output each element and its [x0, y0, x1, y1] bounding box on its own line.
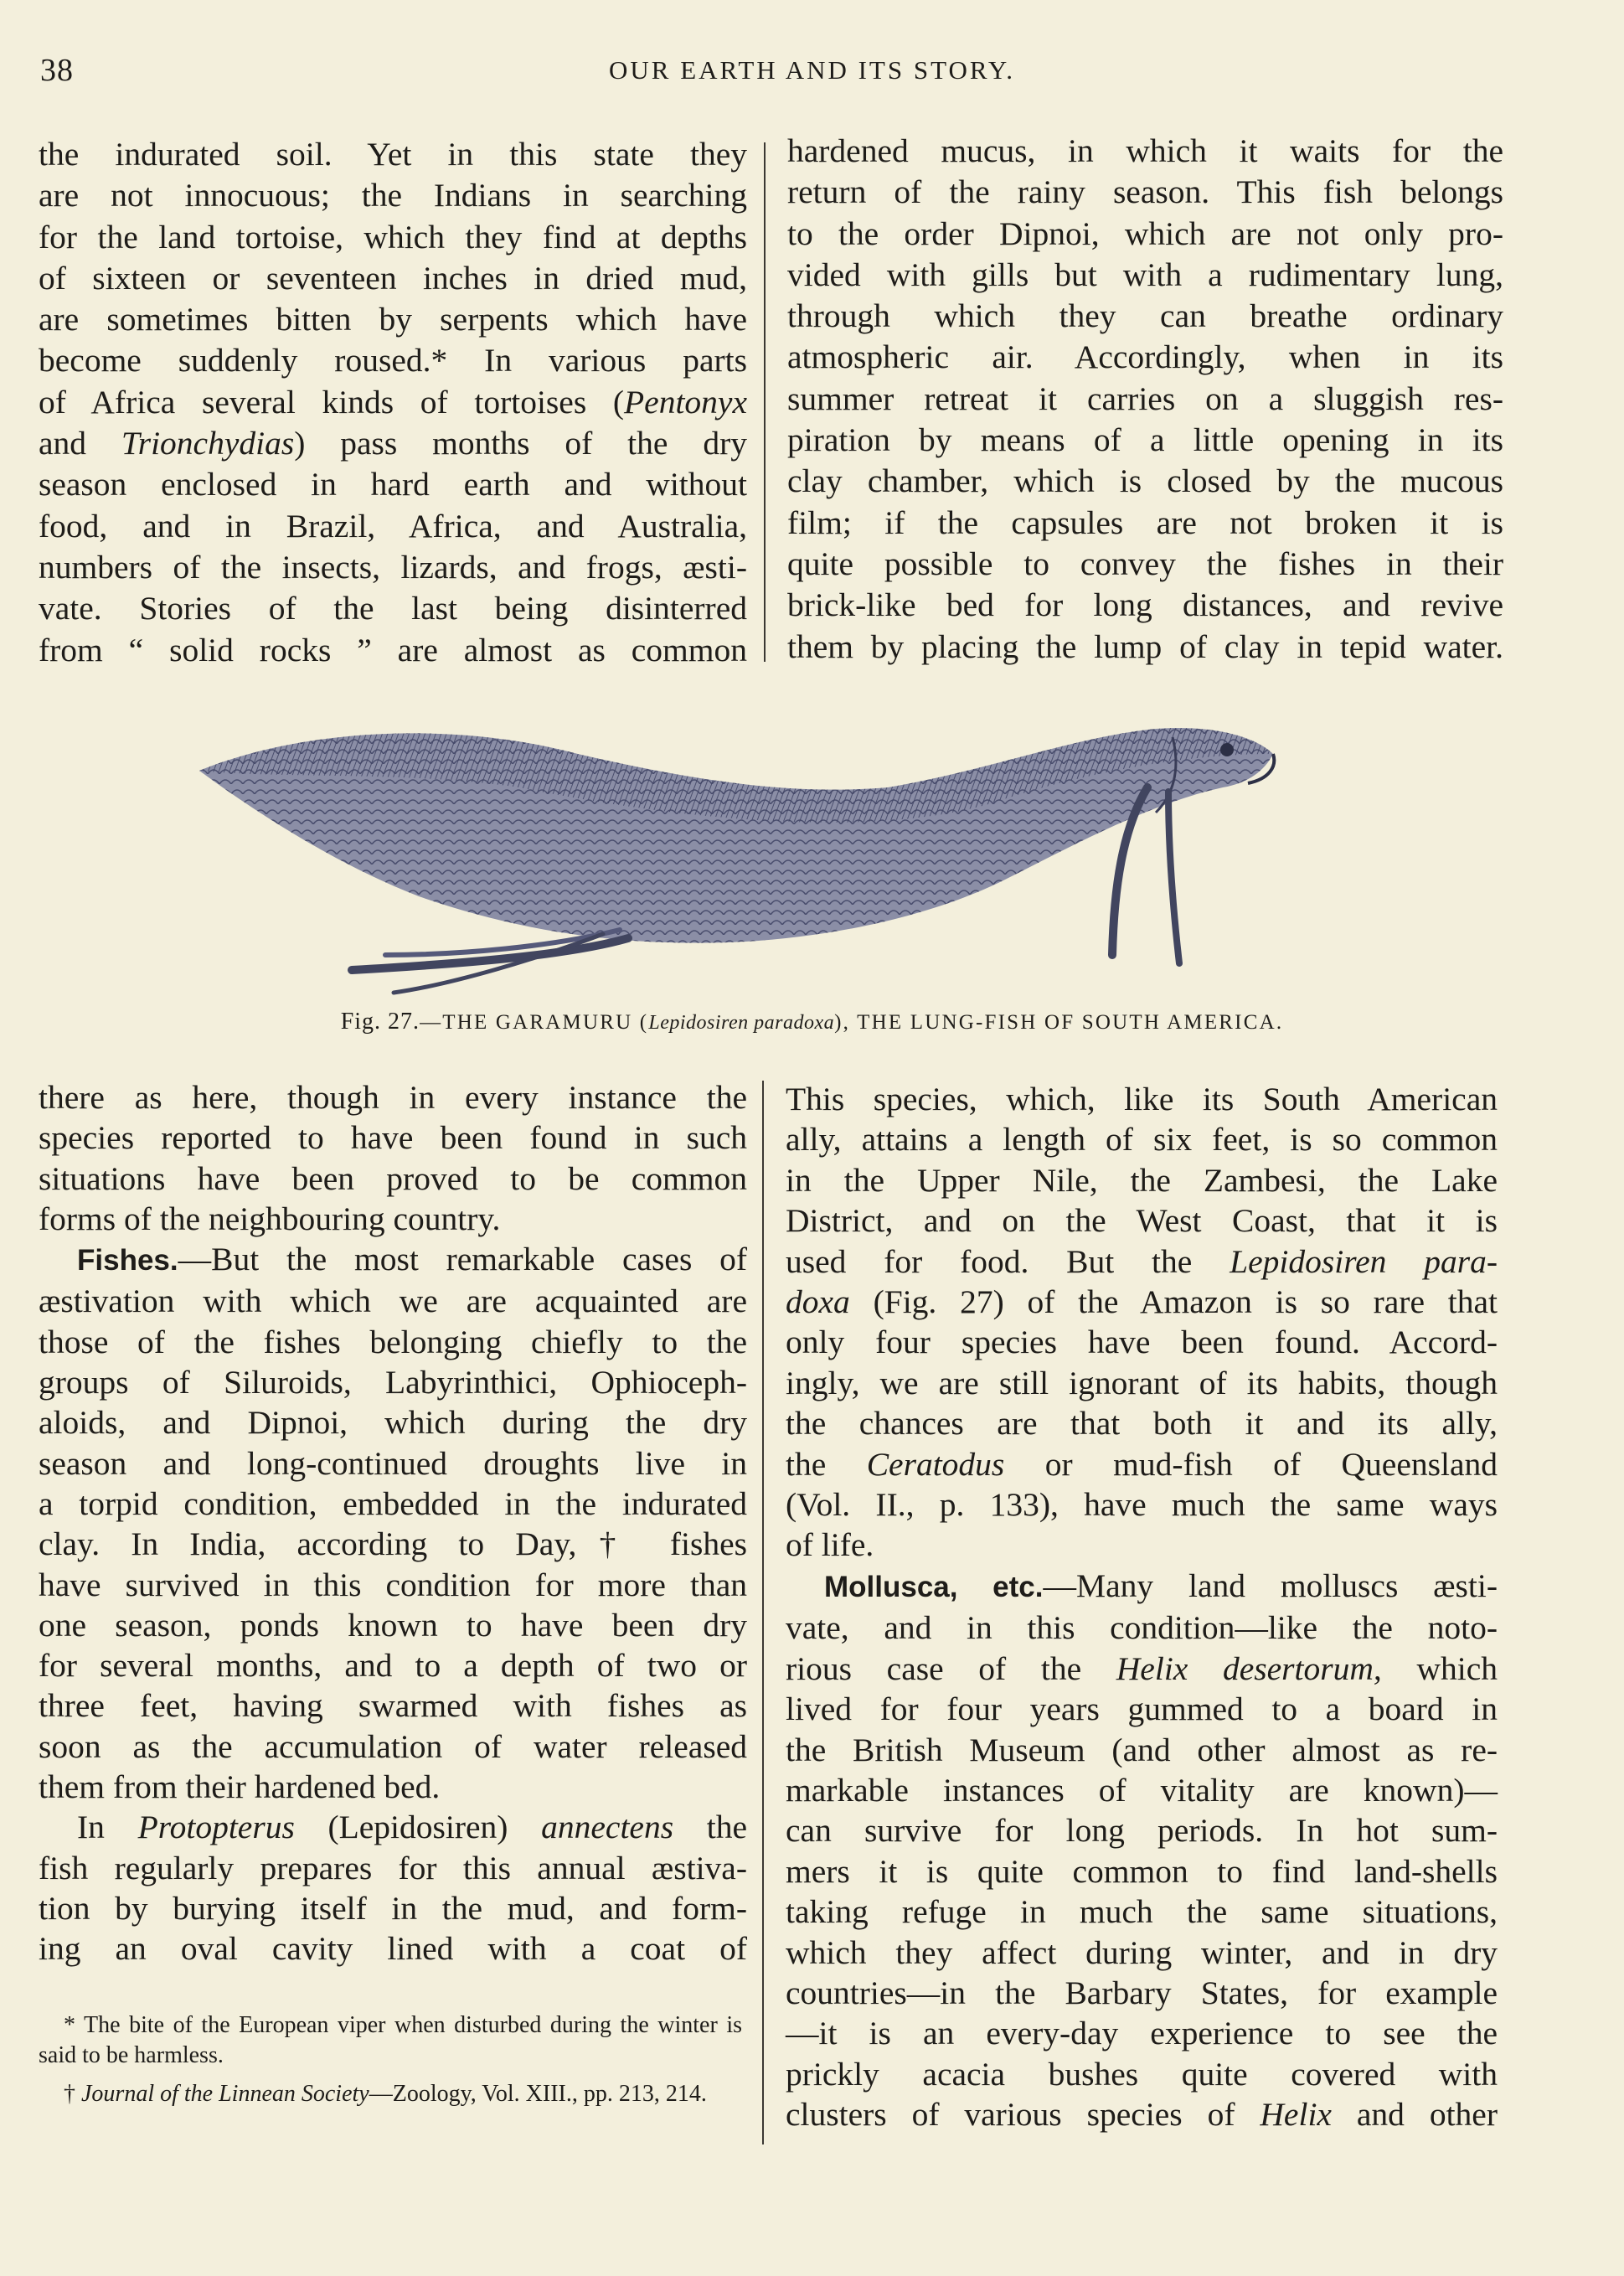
- text-line: those of the fishes belonging chiefly to the: [39, 1323, 747, 1360]
- text-line: clay. In India, according to Day,† fishes: [39, 1525, 747, 1563]
- bottom-right-column: [786, 1079, 1498, 2135]
- text-line: them by placing the lump of clay in tepid water.: [787, 627, 1503, 665]
- text-line: lived for four years gummed to a board in: [786, 1690, 1498, 1728]
- text-line: quite possible to convey the fishes in their: [787, 544, 1503, 582]
- text-line: of sixteen or seventeen inches in dried mud,: [39, 259, 747, 297]
- text-line: return of the rainy season. This fish belongs: [787, 173, 1503, 211]
- text-line: a torpid condition, embedded in the indurated: [39, 1484, 747, 1522]
- section-heading-mollusca: Mollusca, etc.: [824, 1570, 1044, 1603]
- text-line: tion by burying itself in the mud, and form-: [39, 1889, 747, 1927]
- text-line: can survive for long periods. In hot sum-: [786, 1812, 1498, 1850]
- text-line: Fishes.—But the most remarkable cases of: [77, 1241, 747, 1278]
- text-line: vate, and in this condition—like the noto-: [786, 1609, 1498, 1647]
- text-line: æstivation with which we are acquainted are: [39, 1283, 747, 1320]
- text-line: for several months, and to a depth of two or: [39, 1647, 747, 1685]
- text-line: become suddenly roused.* In various parts: [39, 342, 747, 379]
- text-line: piration by means of a little opening in its: [787, 421, 1503, 459]
- text-line: season and long-continued droughts live in: [39, 1444, 747, 1482]
- footnote-2: † Journal of the Linnean Society—Zoology, Vol. XIII., pp. 213, 214.: [64, 2081, 707, 2107]
- column-rule-bottom: [762, 1081, 764, 2144]
- text-line: to the order Dipnoi, which are not only pro-: [787, 214, 1503, 252]
- text-line: the British Museum (and other almost as re-: [786, 1731, 1498, 1768]
- lung-fish-engraving: [184, 704, 1357, 1005]
- text-line: markable instances of vitality are known)—: [786, 1771, 1498, 1809]
- text-line: rious case of the Helix desertorum, which: [786, 1649, 1498, 1687]
- italic-term: Helix desertorum,: [1116, 1649, 1382, 1687]
- text-line: species reported to have been found in such: [39, 1119, 747, 1157]
- text-line: vate. Stories of the last being disinterred: [39, 590, 747, 627]
- text-line: countries—in the Barbary States, for example: [786, 1974, 1498, 2011]
- text-line: are not innocuous; the Indians in searching: [39, 177, 747, 214]
- italic-term: Pentonyx: [624, 383, 747, 421]
- text-line: soon as the accumulation of water released: [39, 1727, 747, 1765]
- figure-lung-fish: [184, 704, 1357, 1005]
- text-line: prickly acacia bushes quite covered with: [786, 2055, 1498, 2093]
- italic-term: Helix: [1260, 2096, 1332, 2134]
- text-line: the Ceratodus or mud-fish of Queensland: [786, 1445, 1498, 1483]
- text-line: from “ solid rocks ” are almost as common: [39, 631, 747, 668]
- text-line: ing an oval cavity lined with a coat of: [39, 1930, 747, 1968]
- text-line: food, and in Brazil, Africa, and Australia,: [39, 507, 747, 544]
- footnotes: [39, 2010, 742, 2118]
- text-line: are sometimes bitten by serpents which have: [39, 301, 747, 338]
- figure-caption: Fig. 27.—THE GARAMURU (Lepidosiren paradoxa), THE LUNG-FISH OF SOUTH AMERICA.: [340, 1009, 1284, 1035]
- text-line: aloids, and Dipnoi, which during the dry: [39, 1404, 747, 1442]
- text-line: vided with gills but with a rudimentary lung,: [787, 255, 1503, 293]
- text-line: forms of the neighbouring country.: [39, 1200, 501, 1237]
- italic-term: Protopterus: [137, 1809, 295, 1846]
- text-line: ally, attains a length of six feet, is so common: [786, 1121, 1498, 1159]
- text-line: doxa (Fig. 27) of the Amazon is so rare that: [786, 1283, 1498, 1321]
- text-line: —it is an every-day experience to see the: [786, 2015, 1498, 2052]
- text-line: clay chamber, which is closed by the mucous: [787, 462, 1503, 500]
- text-line: film; if the capsules are not broken it is: [787, 503, 1503, 541]
- page-number: 38: [40, 53, 74, 88]
- footnote-1: * The bite of the European viper when disturbed during the winter is said to be harmless.: [39, 2012, 742, 2068]
- text-line: only four species have been found. Accord-: [786, 1324, 1498, 1361]
- text-line: fish regularly prepares for this annual æstiva-: [39, 1849, 747, 1886]
- text-line: used for food. But the Lepidosiren para-: [786, 1242, 1498, 1280]
- text-line: mers it is quite common to find land-shells: [786, 1852, 1498, 1890]
- text-line: the chances are that both it and its ally,: [786, 1405, 1498, 1442]
- italic-term: annectens: [541, 1809, 674, 1846]
- text-line: atmospheric air. Accordingly, when in its: [787, 338, 1503, 376]
- italic-term: Ceratodus: [866, 1445, 1005, 1483]
- text-line: three feet, having swarmed with fishes as: [39, 1687, 747, 1725]
- text-line: groups of Siluroids, Labyrinthici, Ophioceph-: [39, 1364, 747, 1401]
- top-left-column: [39, 134, 747, 671]
- text-line: which they affect during winter, and in dry: [786, 1933, 1498, 1971]
- text-line: Mollusca, etc.—Many land molluscs æsti-: [824, 1566, 1498, 1604]
- text-line: District, and on the West Coast, that it is: [786, 1202, 1498, 1240]
- top-right-column: [787, 131, 1503, 668]
- journal-title: Journal of the Linnean Society: [81, 2081, 369, 2107]
- text-line: brick-like bed for long distances, and revive: [787, 586, 1503, 624]
- text-line: in the Upper Nile, the Zambesi, the Lake: [786, 1161, 1498, 1199]
- bottom-left-column: [39, 1077, 747, 1969]
- text-line: (Vol. II., p. 133), have much the same ways: [786, 1486, 1498, 1524]
- text-line: hardened mucus, in which it waits for the: [787, 132, 1503, 169]
- text-line: taking refuge in much the same situations,: [786, 1893, 1498, 1931]
- figure-label: Fig. 27.: [340, 1009, 420, 1035]
- text-line: through which they can breathe ordinary: [787, 297, 1503, 335]
- italic-term: Trionchydias: [121, 425, 295, 462]
- page-header: [0, 52, 1624, 94]
- caption-latin-name: Lepidosiren paradoxa: [648, 1012, 835, 1034]
- text-line: one season, ponds known to have been dry: [39, 1606, 747, 1644]
- text-line: ingly, we are still ignorant of its habits, though: [786, 1364, 1498, 1401]
- text-line: of Africa several kinds of tortoises (Pentonyx: [39, 383, 747, 421]
- text-line: numbers of the insects, lizards, and frogs, æsti-: [39, 548, 747, 586]
- text-line: for the land tortoise, which they find at depths: [39, 218, 747, 255]
- text-line: the indurated soil. Yet in this state they: [39, 136, 747, 173]
- text-line: season enclosed in hard earth and without: [39, 466, 747, 503]
- italic-term: Lepidosiren para-: [1230, 1242, 1498, 1280]
- running-title: OUR EARTH AND ITS STORY.: [609, 55, 1015, 85]
- text-line: In Protopterus (Lepidosiren) annectens the: [77, 1809, 747, 1846]
- text-line: and Trionchydias) pass months of the dry: [39, 425, 747, 462]
- text-line: summer retreat it carries on a sluggish res-: [787, 379, 1503, 417]
- text-line: of life.: [786, 1526, 874, 1564]
- section-heading-fishes: Fishes.: [77, 1244, 178, 1277]
- text-line: clusters of various species of Helix and other: [786, 2096, 1498, 2134]
- italic-term: doxa: [786, 1283, 850, 1321]
- column-rule-top: [764, 142, 766, 662]
- text-line: situations have been proved to be common: [39, 1159, 747, 1197]
- text-line: there as here, though in every instance the: [39, 1079, 747, 1116]
- text-line: them from their hardened bed.: [39, 1768, 441, 1806]
- text-line: have survived in this condition for more than: [39, 1566, 747, 1603]
- text-line: This species, which, like its South American: [786, 1081, 1498, 1117]
